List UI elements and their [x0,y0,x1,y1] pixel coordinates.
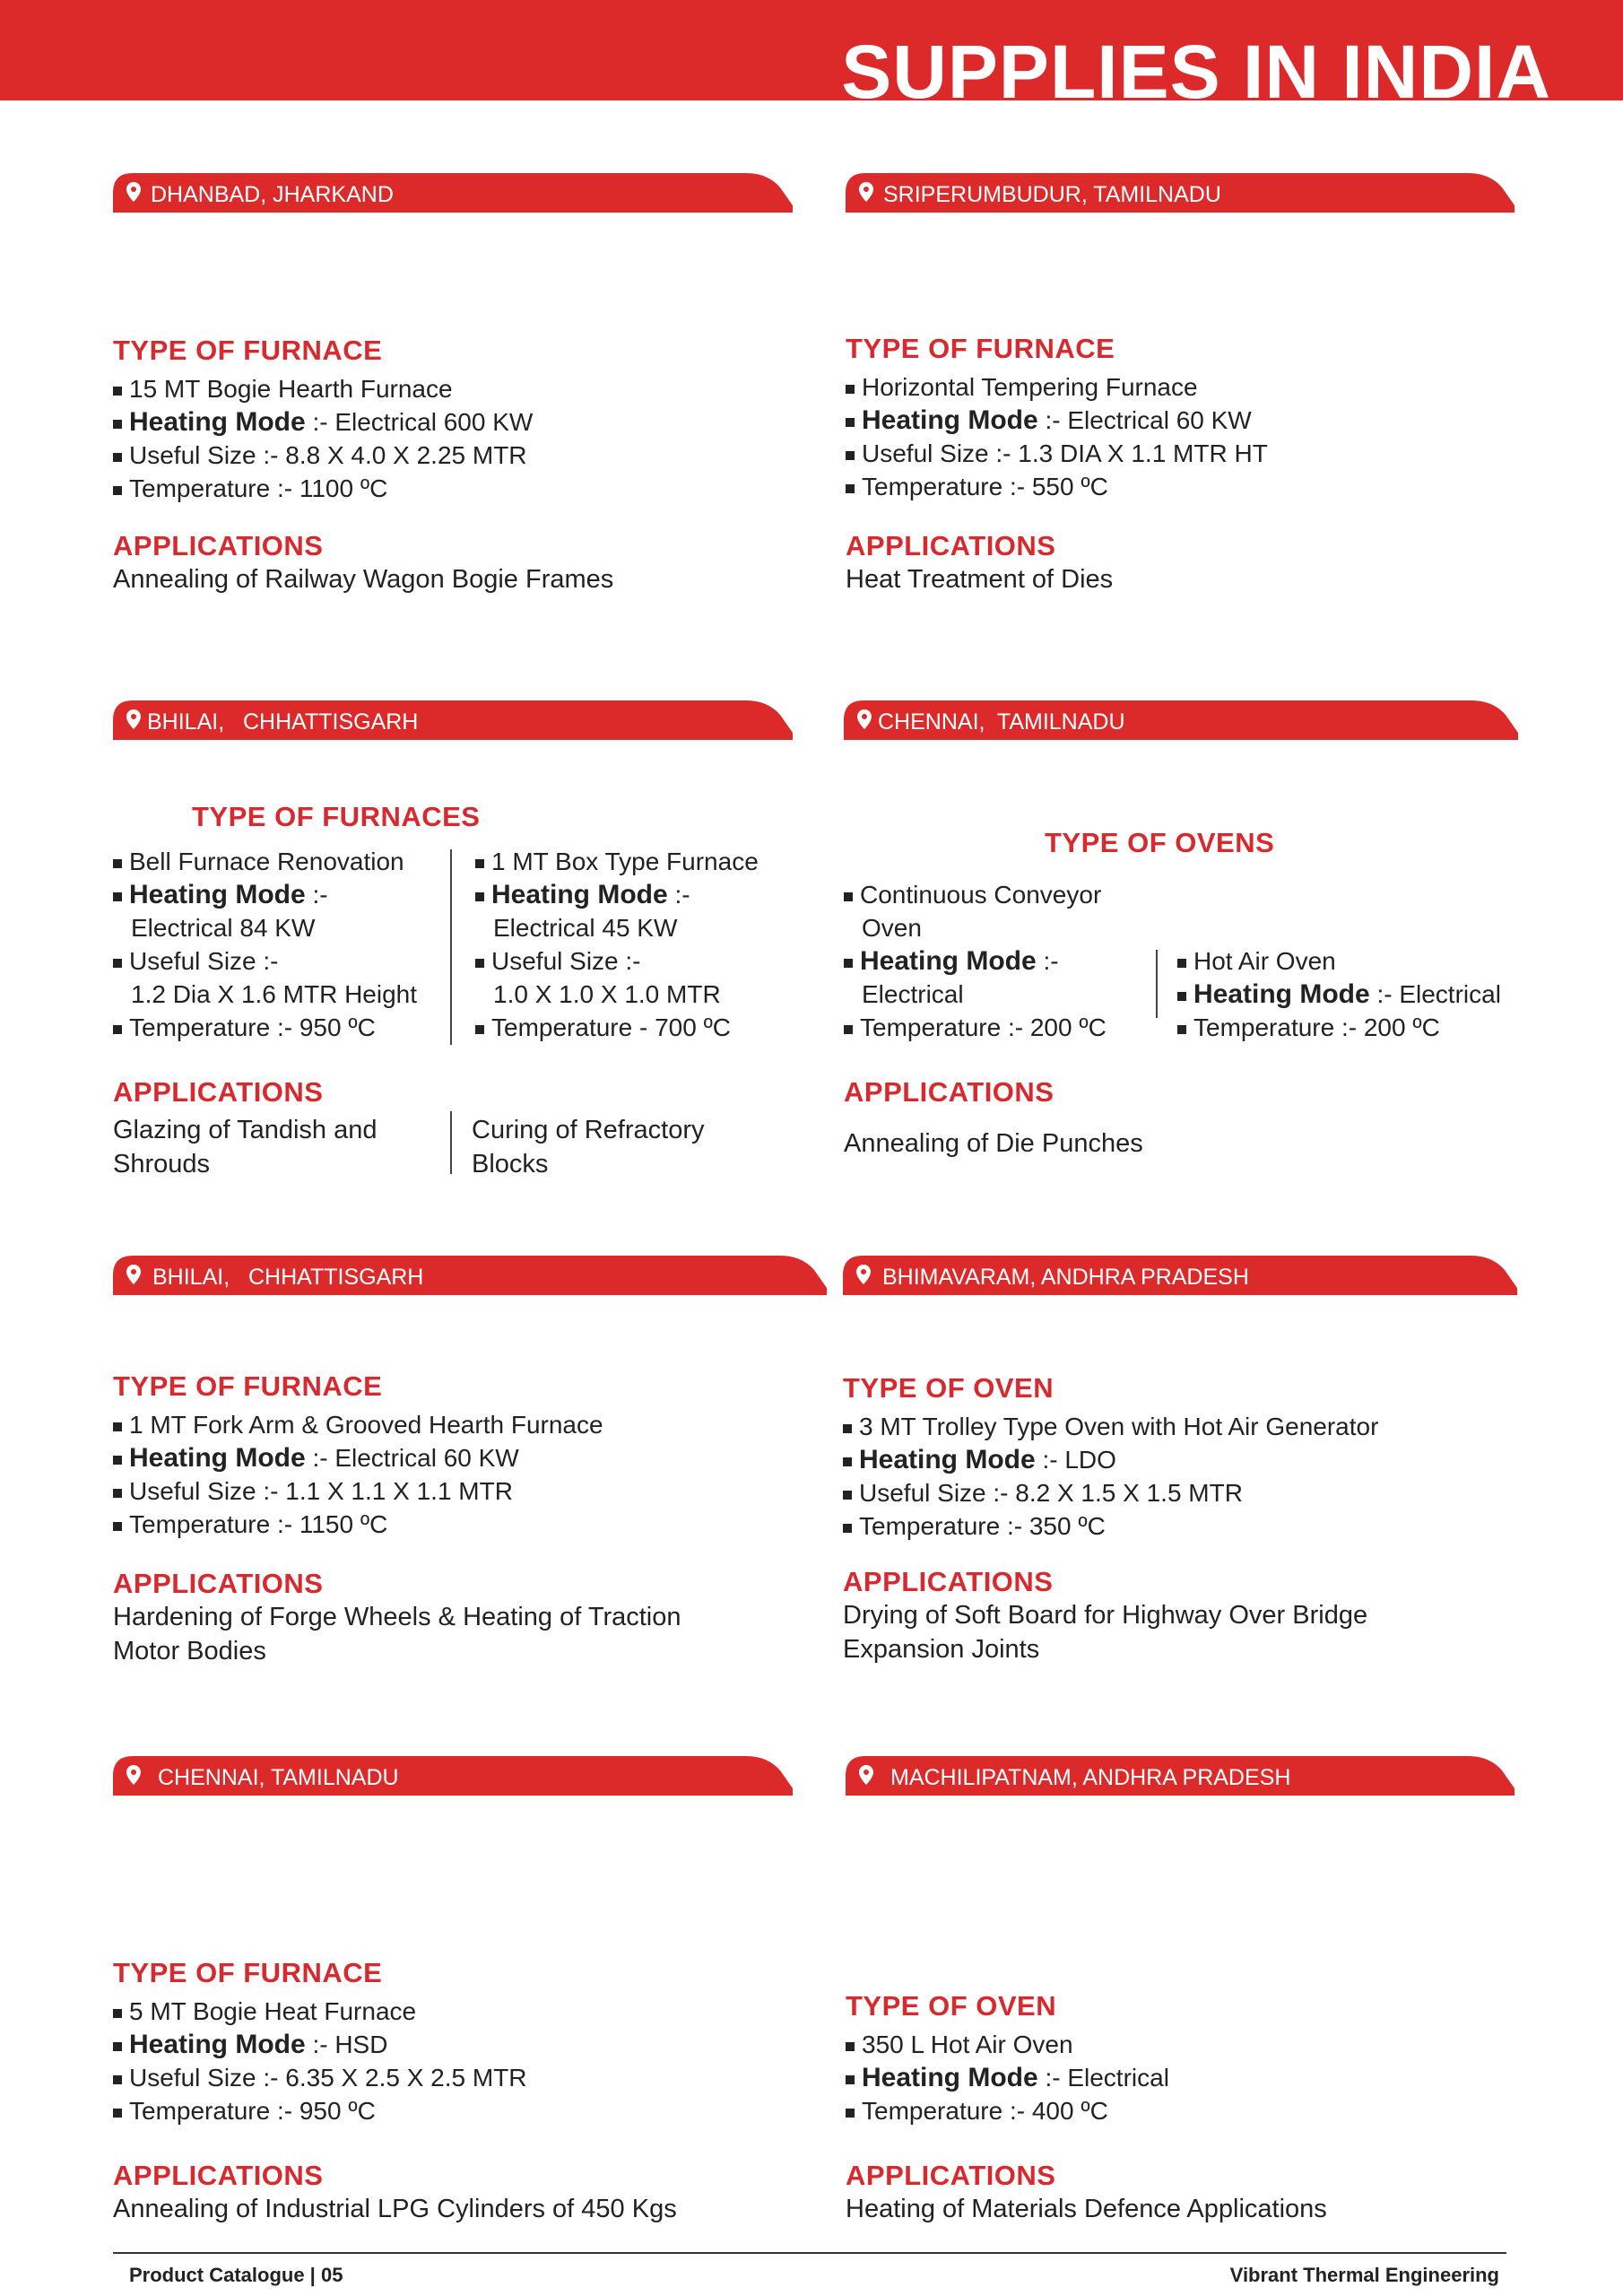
applications-heading: APPLICATIONS [843,1566,1054,1597]
location-pin-icon [856,709,872,730]
footer-divider [113,2252,1506,2254]
footer-company-name: Vibrant Thermal Engineering [1229,2264,1499,2286]
type-heading: TYPE OF OVEN [843,1372,1055,1404]
spec-line: Temperature :- 400 ºC [846,2094,1527,2127]
location-pin-icon [126,1264,142,1285]
location-label: BHIMAVARAM, ANDHRA PRADESH [882,1265,1249,1290]
supply-section-bhilai-1 [113,700,794,1176]
applications-text: Annealing of Railway Wagon Bogie Frames [113,565,614,594]
supply-section-chennai-1 [844,700,1525,1176]
location-ribbon [113,173,794,213]
location-ribbon [846,173,1518,213]
supply-section-sriperumbudur [846,173,1518,596]
applications-text: Annealing of Die Punches [844,1129,1143,1158]
spec-line: 15 MT Bogie Hearth Furnace [113,372,794,405]
applications-heading: APPLICATIONS [113,530,324,561]
spec-line: Useful Size :- 6.35 X 2.5 X 2.5 MTR [113,2061,794,2094]
spec-line: 3 MT Trolley Type Oven with Hot Air Generator [843,1410,1524,1443]
page-title: SUPPLIES IN INDIA [841,30,1551,100]
column-divider [1156,950,1158,1018]
supply-section-bhilai-2 [113,1256,830,1668]
applications-text: Heating of Materials Defence Applications [846,2195,1327,2223]
applications-heading: APPLICATIONS [846,530,1056,561]
type-heading: TYPE OF FURNACE [113,1957,383,1988]
spec-line: Horizontal Tempering Furnace [846,370,1518,404]
column-divider [450,1111,452,1174]
spec-line: Heating Mode :- HSD [113,2028,794,2061]
applications-heading: APPLICATIONS [844,1076,1055,1108]
footer-catalogue-label: Product Catalogue | 05 [129,2264,343,2286]
location-label: BHILAI, CHHATTISGARH [147,709,419,735]
column-divider [450,849,452,1045]
applications-text: Motor Bodies [113,1637,266,1665]
location-label: DHANBAD, JHARKAND [151,182,394,207]
applications-text: Heat Treatment of Dies [846,565,1114,594]
location-pin-icon [126,1764,142,1786]
spec-line: Temperature :- 550 ºC [846,470,1518,503]
location-pin-icon [858,1764,874,1786]
type-heading: TYPE OF FURNACES [192,801,481,832]
spec-line: Temperature :- 350 ºC [843,1509,1524,1543]
applications-heading: APPLICATIONS [846,2160,1056,2191]
location-ribbon [113,700,794,740]
spec-line: Temperature :- 1100 ºC [113,472,794,505]
spec-line: Temperature :- 1150 ºC [113,1508,830,1541]
spec-line: 1 MT Fork Arm & Grooved Hearth Furnace [113,1408,830,1441]
applications-heading: APPLICATIONS [113,1076,324,1108]
type-heading: TYPE OF FURNACE [846,333,1115,364]
spec-column-right: Hot Air Oven Heating Mode :- Electrical Temperature :- 200 ºC [1177,944,1501,1044]
applications-text: Drying of Soft Board for Highway Over Bridge [843,1601,1368,1630]
supply-section-chennai-2 [113,1756,794,2226]
applications-text-right: Curing of Refractory Blocks [472,1116,705,1178]
type-heading: TYPE OF FURNACE [113,1370,383,1402]
applications-heading: APPLICATIONS [113,1568,324,1599]
supply-section-bhimavaram [843,1256,1524,1666]
location-label: BHILAI, CHHATTISGARH [152,1265,424,1290]
spec-line: Useful Size :- 8.2 X 1.5 X 1.5 MTR [843,1476,1524,1509]
location-label: CHENNAI, TAMILNADU [878,709,1125,735]
location-ribbon [846,1756,1527,1796]
spec-line: 350 L Hot Air Oven [846,2028,1527,2061]
location-ribbon [113,1256,830,1295]
location-pin-icon [855,1264,872,1285]
location-label: SRIPERUMBUDUR, TAMILNADU [883,182,1221,207]
applications-text-left: Glazing of Tandish and Shrouds [113,1116,378,1178]
applications-text: Expansion Joints [843,1635,1040,1664]
spec-line: Heating Mode :- LDO [843,1443,1524,1476]
spec-line: Heating Mode :- Electrical [846,2061,1527,2094]
spec-column-left: Continuous Conveyor Oven Heating Mode :- Electrical Temperature :- 200 ºC [844,878,1107,1044]
spec-line: Useful Size :- 1.1 X 1.1 X 1.1 MTR [113,1474,830,1508]
location-pin-icon [126,181,142,203]
supply-section-machilipatnam [846,1756,1527,2226]
applications-heading: APPLICATIONS [113,2160,324,2191]
spec-line: Heating Mode :- Electrical 60 KW [846,404,1518,437]
spec-line: Useful Size :- 1.3 DIA X 1.1 MTR HT [846,437,1518,470]
location-label: MACHILIPATNAM, ANDHRA PRADESH [890,1765,1291,1790]
location-pin-icon [126,709,142,730]
spec-line: Heating Mode :- Electrical 600 KW [113,405,794,439]
location-pin-icon [858,181,874,203]
type-heading: TYPE OF FURNACE [113,335,383,366]
spec-line: Temperature :- 950 ºC [113,2094,794,2127]
type-heading: TYPE OF OVENS [1045,827,1275,858]
location-ribbon [113,1756,794,1796]
location-ribbon [844,700,1525,740]
spec-line: Heating Mode :- Electrical 60 KW [113,1441,830,1474]
supply-section-dhanbad [113,173,794,596]
spec-column-left: Bell Furnace Renovation Heating Mode :- Electrical 84 KW Useful Size :- 1.2 Dia X 1.6 MTR Height Temperature :- 950 ºC [113,845,417,1044]
type-heading: TYPE OF OVEN [846,1990,1057,2022]
location-ribbon [843,1256,1524,1295]
location-label: CHENNAI, TAMILNADU [158,1765,399,1790]
applications-text: Annealing of Industrial LPG Cylinders of 450 Kgs [113,2195,677,2223]
spec-line: 5 MT Bogie Heat Furnace [113,1995,794,2028]
header-bar [0,0,1623,100]
spec-column-right: 1 MT Box Type Furnace Heating Mode :- Electrical 45 KW Useful Size :- 1.0 X 1.0 X 1.0 MTR Temperature - 700 ºC [475,845,759,1044]
applications-text: Hardening of Forge Wheels & Heating of Traction [113,1603,681,1631]
spec-line: Useful Size :- 8.8 X 4.0 X 2.25 MTR [113,439,794,472]
